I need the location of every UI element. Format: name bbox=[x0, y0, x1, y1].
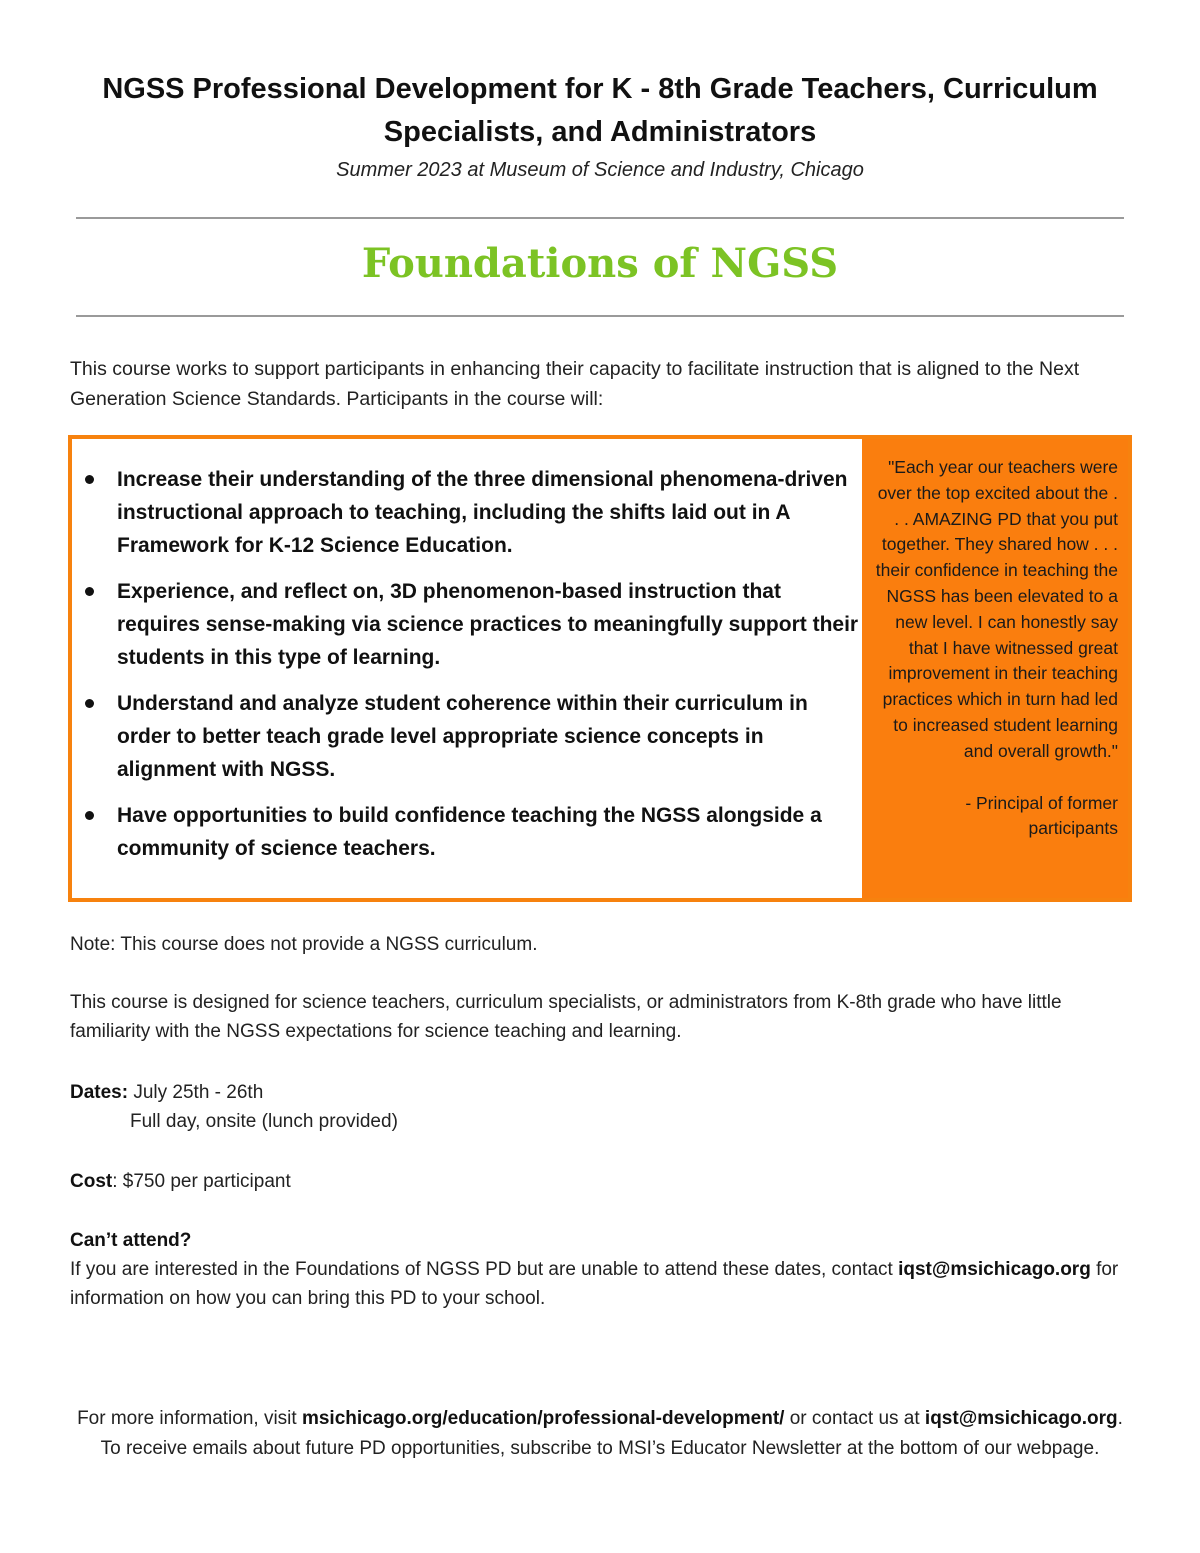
page-subtitle: Summer 2023 at Museum of Science and Industry, Chicago bbox=[336, 159, 864, 181]
outcome-text: Have opportunities to build confidence teaching the NGSS alongside a community of science teachers. bbox=[117, 804, 822, 860]
cant-attend-heading: Can’t attend? bbox=[70, 1230, 192, 1251]
outcome-item bbox=[72, 463, 862, 562]
bullet-icon bbox=[85, 811, 94, 820]
footer-text-before: For more information, visit bbox=[77, 1408, 302, 1429]
top-divider bbox=[76, 217, 1124, 219]
outcome-text: Experience, and reflect on, 3D phenomenon-based instruction that requires sense-making via science practices to meaningfully support their students in this type of learning. bbox=[117, 580, 859, 669]
cost-label: Cost bbox=[70, 1171, 113, 1192]
footer-text-middle: or contact us at bbox=[784, 1408, 925, 1429]
dates-value: July 25th - 26th bbox=[128, 1082, 264, 1103]
bullet-icon bbox=[85, 587, 94, 596]
testimonial-attribution: - Principal of former participants bbox=[965, 792, 1118, 839]
dates-label: Dates: bbox=[70, 1082, 129, 1103]
footer-line-2: To receive emails about future PD opportunities, subscribe to MSI’s Educator Newsletter at the bottom of our webpage. bbox=[100, 1438, 1100, 1459]
cost-section bbox=[70, 1167, 1130, 1196]
cost-value: : $750 per participant bbox=[112, 1171, 291, 1192]
audience-description: This course is designed for science teachers, curriculum specialists, or administrators from K-8th grade who have little familiarity with the NGSS expectations for science teaching and learning. bbox=[70, 992, 1062, 1042]
outcomes-list bbox=[72, 463, 862, 878]
bullet-icon bbox=[85, 699, 94, 708]
website-link[interactable]: msichicago.org/education/professional-development/ bbox=[301, 1408, 785, 1429]
bullet-icon bbox=[85, 475, 94, 484]
bottom-divider bbox=[76, 315, 1124, 317]
outcome-item bbox=[72, 687, 862, 786]
outcome-text: Increase their understanding of the three dimensional phenomena-driven instructional approach to teaching, including the shifts laid out in A Framework for K-12 Science Education. bbox=[117, 468, 848, 557]
outcome-item bbox=[72, 799, 862, 865]
dates-section bbox=[70, 1078, 1130, 1136]
testimonial-panel bbox=[862, 439, 1128, 898]
curriculum-note: Note: This course does not provide a NGSS curriculum. bbox=[70, 934, 538, 955]
contact-email-link[interactable]: iqst@msichicago.org bbox=[898, 1259, 1091, 1280]
outcome-item bbox=[72, 575, 862, 674]
dates-line bbox=[70, 1078, 1130, 1107]
testimonial-quote: "Each year our teachers were over the top excited about the . . . AMAZING PD that you put together. They shared how . . . their confidence in teaching the NGSS has been elevated to a new level. I can honestly say that I have witnessed great improvement in their teaching practices which in turn had led to increased student learning and overall growth." bbox=[875, 457, 1118, 761]
outcome-text: Understand and analyze student coherence within their curriculum in order to better teach grade level appropriate science concepts in alignment with NGSS. bbox=[117, 692, 808, 781]
cant-attend-section bbox=[70, 1226, 1130, 1313]
dates-detail: Full day, onsite (lunch provided) bbox=[130, 1111, 398, 1132]
footer bbox=[40, 1404, 1160, 1464]
cant-attend-text bbox=[70, 1255, 1130, 1313]
course-intro: This course works to support participants in enhancing their capacity to facilitate instruction that is aligned to the Next Generation Science Standards. Participants in the course will: bbox=[70, 358, 1080, 410]
footer-line-1 bbox=[40, 1404, 1160, 1434]
cant-attend-text-before: If you are interested in the Foundations of NGSS PD but are unable to attend these dates, contact bbox=[70, 1259, 899, 1280]
footer-text-after: . bbox=[1117, 1408, 1123, 1429]
footer-email-link[interactable]: iqst@msichicago.org bbox=[924, 1408, 1118, 1429]
course-title: Foundations of NGSS bbox=[361, 240, 839, 287]
page-title: NGSS Professional Development for K - 8th Grade Teachers, Curriculum Specialists, and Administrators bbox=[102, 73, 1098, 148]
cant-attend-text-after: for information on how you can bring this PD to your school. bbox=[70, 1259, 1119, 1309]
outcomes-box bbox=[68, 435, 1132, 902]
